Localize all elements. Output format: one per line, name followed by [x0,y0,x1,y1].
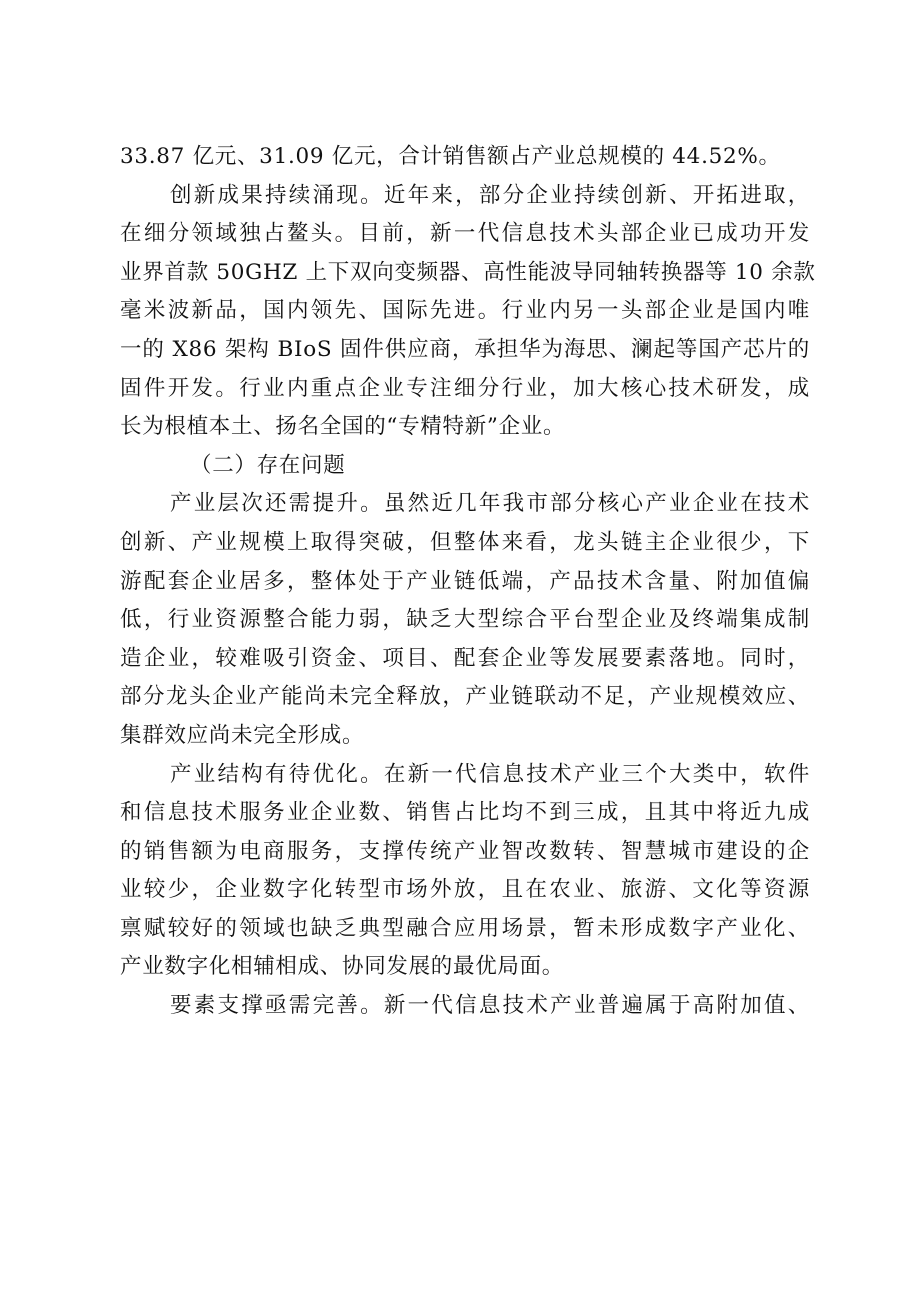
paragraph-line: 业界首款 50GHZ 上下双向变频器、高性能波导同轴转换器等 10 余款 [120,259,816,285]
paragraph-line: 毫米波新品，国内领先、国际先进。行业内另一头部企业是国内唯 [120,298,810,324]
paragraph-line: 禀赋较好的领域也缺乏典型融合应用场景，暂未形成数字产业化、 [120,915,810,941]
paragraph-line: 长为根植本土、扬名全国的“专精特新”企业。 [120,414,566,440]
paragraph-line: 在细分领域独占鳌头。目前，新一代信息技术头部企业已成功开发 [120,221,810,247]
paragraph-line: 低，行业资源整合能力弱，缺乏大型综合平台型企业及终端集成制 [120,607,810,633]
paragraph-line: 产业层次还需提升。虽然近几年我市部分核心产业企业在技术 [170,491,810,517]
paragraph-line: 产业结构有待优化。在新一代信息技术产业三个大类中，软件 [170,761,810,787]
section-heading: （二）存在问题 [190,452,346,478]
paragraph-line: 部分龙头企业产能尚未完全释放，产业链联动不足，产业规模效应、 [120,684,810,710]
paragraph-line: 33.87 亿元、31.09 亿元，合计销售额占产业总规模的 44.52%。 [120,144,781,169]
paragraph-line: 业较少，企业数字化转型市场外放，且在农业、旅游、文化等资源 [120,877,810,903]
paragraph-line: 和信息技术服务业企业数、销售占比均不到三成，且其中将近九成 [120,800,810,826]
paragraph-line: 造企业，较难吸引资金、项目、配套企业等发展要素落地。同时， [120,645,810,671]
paragraph-line: 游配套企业居多，整体处于产业链低端，产品技术含量、附加值偏 [120,568,810,594]
paragraph-line: 创新、产业规模上取得突破，但整体来看，龙头链主企业很少，下 [120,529,810,555]
paragraph-line: 一的 X86 架构 BIoS 固件供应商，承担华为海思、澜起等国产芯片的 [120,336,810,362]
document-body [120,138,816,1026]
paragraph-line: 集群效应尚未完全形成。 [120,722,365,748]
paragraph-line: 的销售额为电商服务，支撑传统产业智改数转、智慧城市建设的企 [120,838,810,864]
paragraph-line: 产业数字化相辅相成、协同发展的最优局面。 [120,954,565,980]
paragraph-line: 固件开发。行业内重点企业专注细分行业，加大核心技术研发，成 [120,375,810,401]
paragraph-line: 要素支撑亟需完善。新一代信息技术产业普遍属于高附加值、 [170,993,810,1019]
paragraph-line: 创新成果持续涌现。近年来，部分企业持续创新、开拓进取， [170,182,810,208]
